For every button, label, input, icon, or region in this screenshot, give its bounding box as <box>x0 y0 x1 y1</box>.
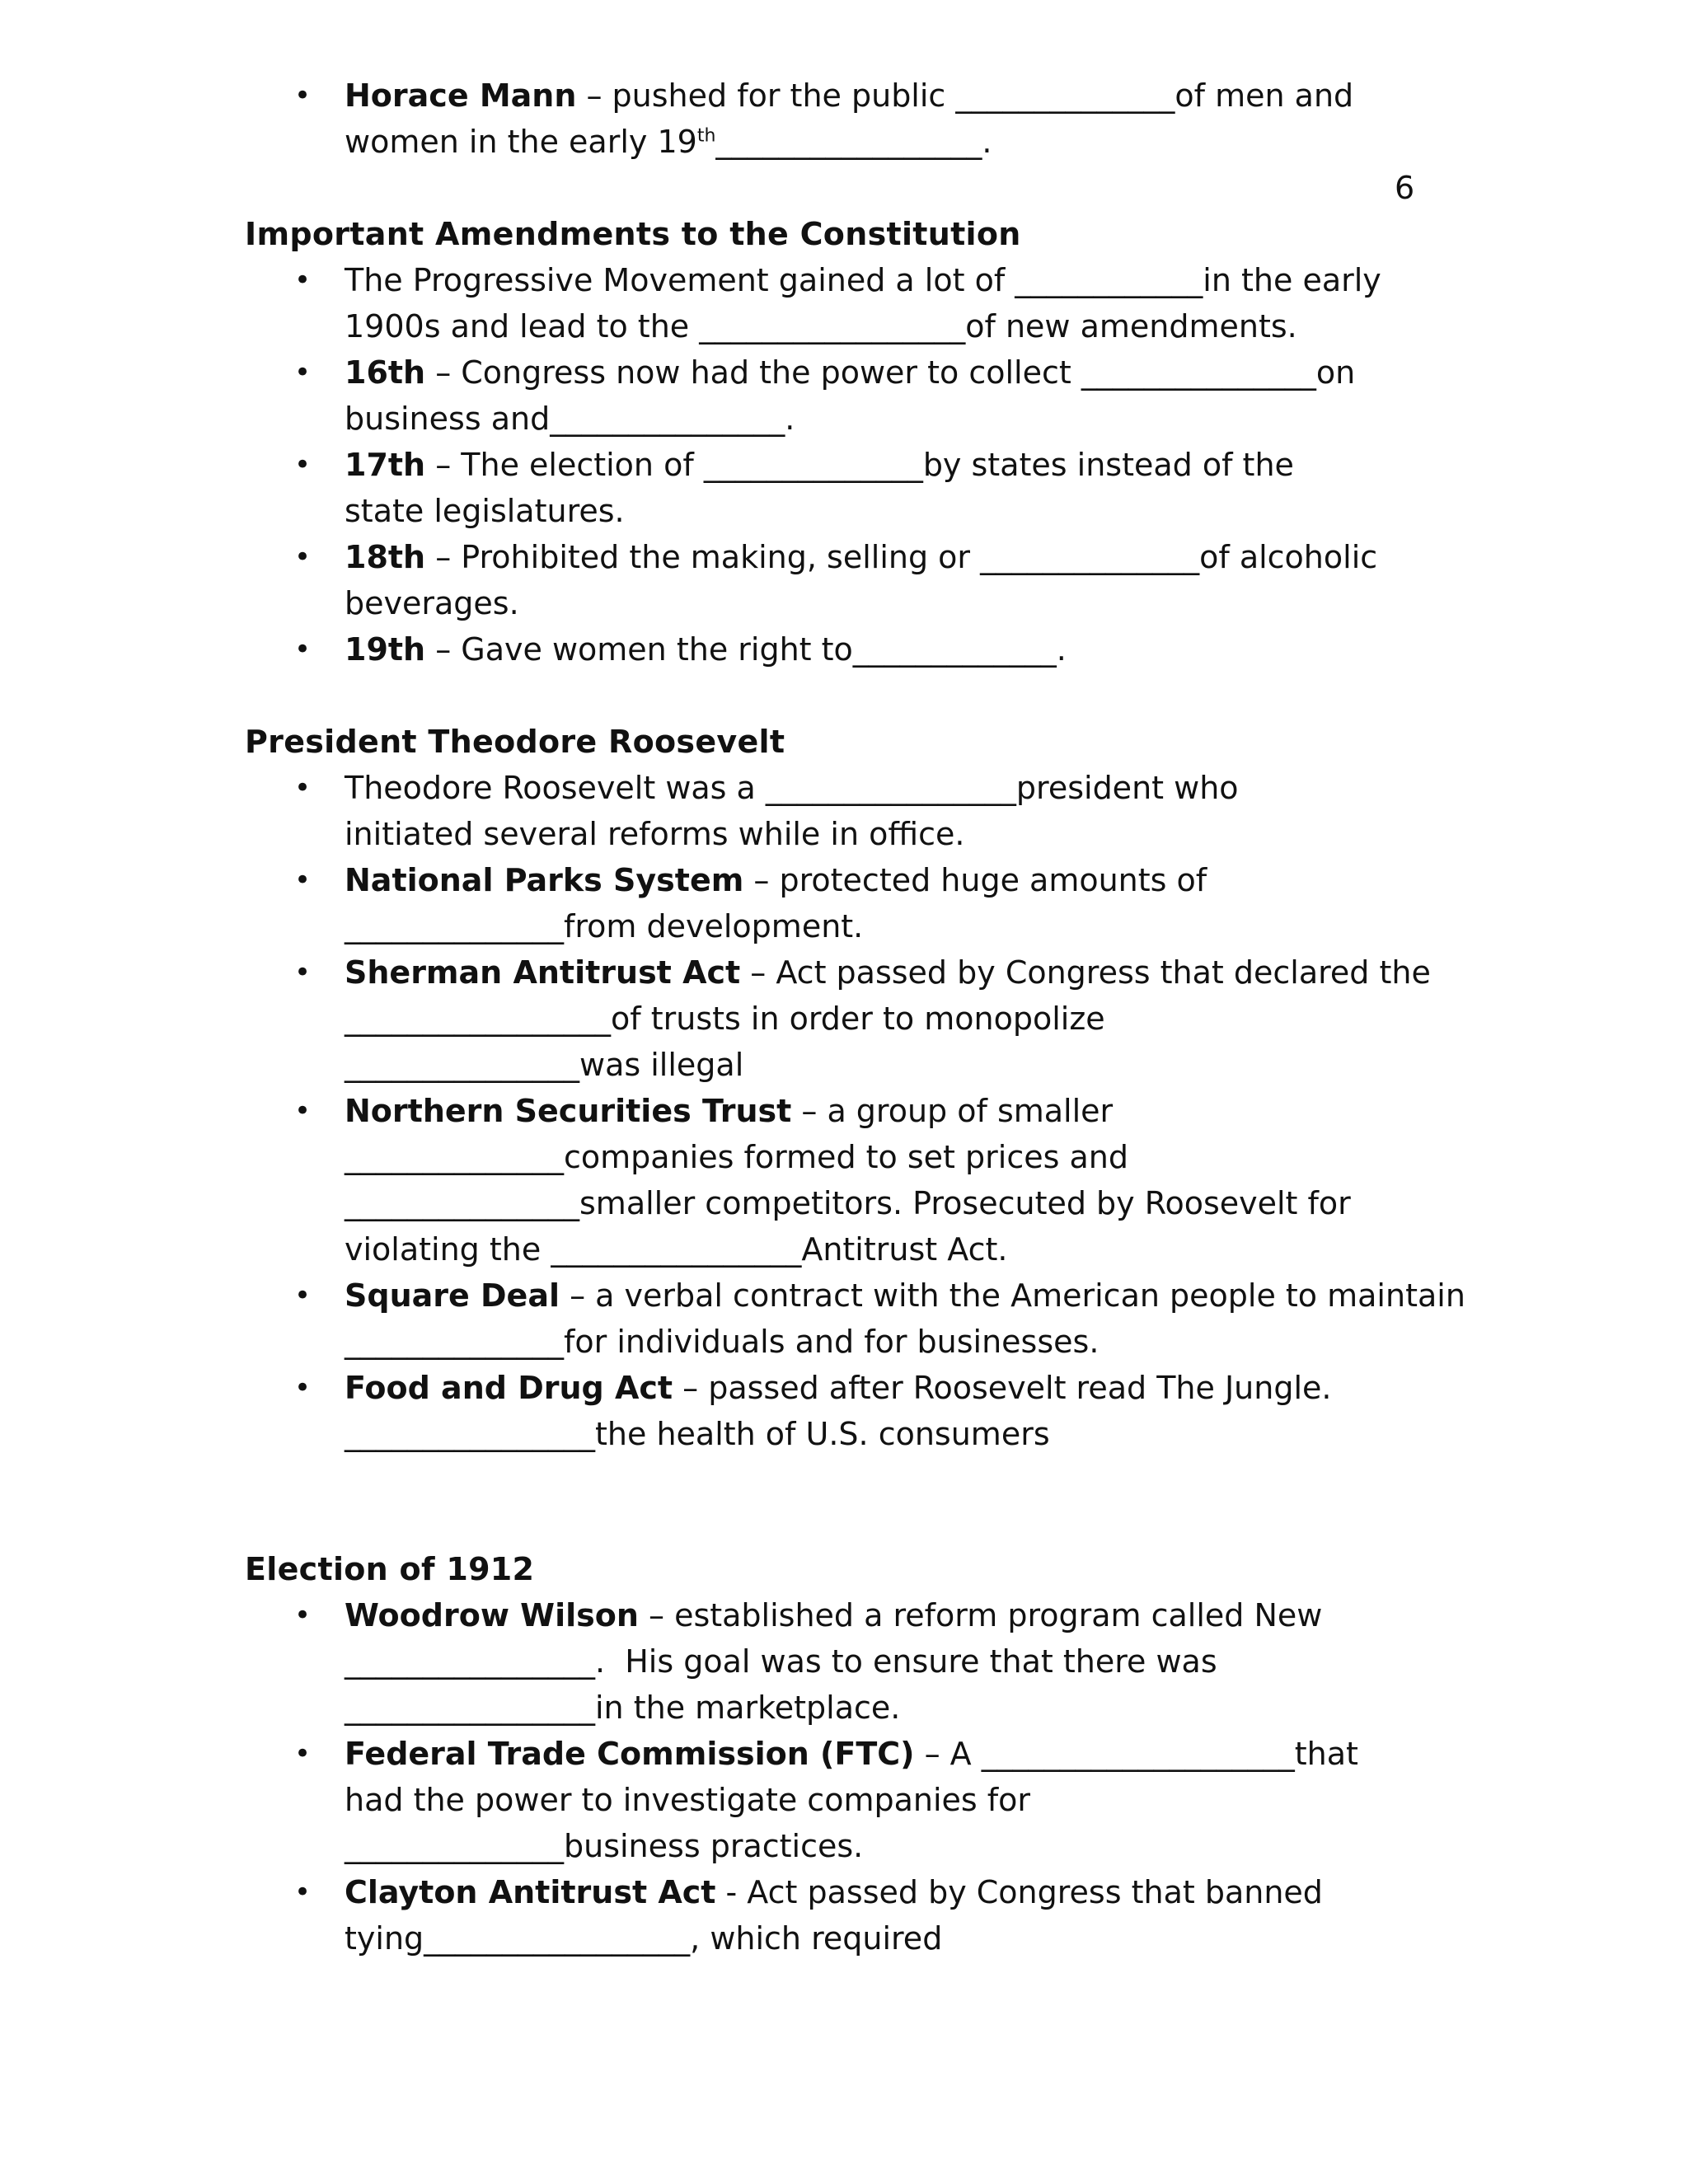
answer-blank[interactable]: _______________ <box>1081 354 1316 391</box>
national-parks-line-2: ______________from development. <box>345 908 864 944</box>
answer-blank[interactable]: _________________ <box>715 124 982 160</box>
amendment-19-line-1: 19th – Gave women the right to_____________. <box>345 631 1067 668</box>
answer-blank[interactable]: ______________ <box>345 1828 564 1864</box>
answer-blank[interactable]: ______________ <box>345 1324 564 1360</box>
northern-securities-line-4: violating the ________________Antitrust Act. <box>345 1231 1008 1268</box>
bullet-icon: • <box>294 264 312 297</box>
answer-blank[interactable]: ____________________ <box>981 1736 1295 1772</box>
answer-blank[interactable]: ________________ <box>345 1643 595 1680</box>
answer-blank[interactable]: ____________ <box>1015 262 1203 298</box>
ftc-line-3: ______________business practices. <box>345 1828 864 1864</box>
bullet-icon: • <box>294 771 312 804</box>
wilson-line-2: ________________. His goal was to ensure that there was <box>345 1643 1217 1680</box>
term-square-deal: Square Deal <box>345 1277 560 1314</box>
square-deal-line-2: ______________for individuals and for businesses. <box>345 1324 1100 1360</box>
answer-blank[interactable]: ______________ <box>703 447 923 483</box>
ftc-line-1: Federal Trade Commission (FTC) – A ____________________that <box>345 1736 1358 1772</box>
answer-blank[interactable]: _______________ <box>345 1047 579 1083</box>
northern-securities-line-2: ______________companies formed to set prices and <box>345 1139 1128 1175</box>
answer-blank[interactable]: ________________ <box>345 1416 595 1452</box>
heading-roosevelt: President Theodore Roosevelt <box>245 724 785 760</box>
term-16th: 16th <box>345 354 426 391</box>
sherman-line-2: _________________of trusts in order to monopolize <box>345 1001 1105 1037</box>
heading-amendments: Important Amendments to the Constitution <box>245 216 1021 252</box>
term-17th: 17th <box>345 447 426 483</box>
amendment-18-line-1: 18th – Prohibited the making, selling or ______________of alcoholic <box>345 539 1378 575</box>
term-national-parks: National Parks System <box>345 862 744 898</box>
answer-blank[interactable]: ______________ <box>955 77 1175 114</box>
bullet-icon: • <box>294 1279 312 1312</box>
term-northern-securities: Northern Securities Trust <box>345 1093 792 1129</box>
heading-election-1912: Election of 1912 <box>245 1551 535 1587</box>
answer-blank[interactable]: _________________ <box>699 308 966 344</box>
northern-securities-line-1: Northern Securities Trust – a group of smaller <box>345 1093 1114 1129</box>
amendment-17-line-2: state legislatures. <box>345 493 625 529</box>
answer-blank[interactable]: _________________ <box>424 1920 691 1957</box>
roosevelt-line-2: initiated several reforms while in office. <box>345 816 965 852</box>
term-horace-mann: Horace Mann <box>345 77 577 114</box>
bullet-icon: • <box>294 1599 312 1632</box>
term-food-drug-act: Food and Drug Act <box>345 1370 673 1406</box>
wilson-line-1: Woodrow Wilson – established a reform program called New <box>345 1597 1323 1633</box>
term-19th: 19th <box>345 631 426 668</box>
amendment-16-line-1: 16th – Congress now had the power to collect _______________on <box>345 354 1356 391</box>
clayton-line-2: tying_________________, which required <box>345 1920 943 1957</box>
answer-blank[interactable]: _______________ <box>550 401 785 437</box>
bullet-icon: • <box>294 79 312 112</box>
sherman-line-1: Sherman Antitrust Act – Act passed by Congress that declared the <box>345 954 1431 991</box>
bullet-icon: • <box>294 956 312 989</box>
answer-blank[interactable]: ______________ <box>345 908 564 944</box>
wilson-line-3: ________________in the marketplace. <box>345 1690 901 1726</box>
page-number: 6 <box>1395 170 1415 206</box>
term-sherman-antitrust: Sherman Antitrust Act <box>345 954 741 991</box>
sherman-line-3: _______________was illegal <box>345 1047 744 1083</box>
amendment-16-line-2: business and_______________. <box>345 401 795 437</box>
mann-line-2: women in the early 19th_________________. <box>345 124 992 160</box>
bullet-icon: • <box>294 864 312 897</box>
ftc-line-2: had the power to investigate companies for <box>345 1782 1031 1818</box>
bullet-icon: • <box>294 448 312 481</box>
answer-blank[interactable]: _______________ <box>345 1185 579 1221</box>
bullet-icon: • <box>294 1371 312 1404</box>
answer-blank[interactable]: ________________ <box>345 1690 595 1726</box>
answer-blank[interactable]: ________________ <box>765 770 1016 806</box>
amendment-17-line-1: 17th – The election of ______________by states instead of the <box>345 447 1294 483</box>
food-drug-line-1: Food and Drug Act – passed after Roosevelt read The Jungle. <box>345 1370 1332 1406</box>
answer-blank[interactable]: _________________ <box>345 1001 611 1037</box>
bullet-icon: • <box>294 1094 312 1127</box>
term-woodrow-wilson: Woodrow Wilson <box>345 1597 639 1633</box>
bullet-icon: • <box>294 356 312 389</box>
bullet-icon: • <box>294 1737 312 1770</box>
northern-securities-line-3: _______________smaller competitors. Prosecuted by Roosevelt for <box>345 1185 1351 1221</box>
answer-blank[interactable]: ________________ <box>551 1231 802 1268</box>
clayton-line-1: Clayton Antitrust Act - Act passed by Congress that banned <box>345 1874 1323 1910</box>
answer-blank[interactable]: ______________ <box>345 1139 564 1175</box>
answer-blank[interactable]: ______________ <box>980 539 1200 575</box>
bullet-icon: • <box>294 633 312 666</box>
term-ftc: Federal Trade Commission (FTC) <box>345 1736 915 1772</box>
national-parks-line-1: National Parks System – protected huge amounts of <box>345 862 1207 898</box>
progressive-line-2: 1900s and lead to the _________________of new amendments. <box>345 308 1297 344</box>
mann-line-1: Horace Mann – pushed for the public ______________of men and <box>345 77 1354 114</box>
progressive-line-1: The Progressive Movement gained a lot of ____________in the early <box>345 262 1381 298</box>
term-18th: 18th <box>345 539 426 575</box>
term-clayton-antitrust: Clayton Antitrust Act <box>345 1874 716 1910</box>
answer-blank[interactable]: _____________ <box>852 631 1057 668</box>
amendment-18-line-2: beverages. <box>345 585 519 621</box>
bullet-icon: • <box>294 541 312 574</box>
food-drug-line-2: ________________the health of U.S. consumers <box>345 1416 1050 1452</box>
square-deal-line-1: Square Deal – a verbal contract with the American people to maintain <box>345 1277 1465 1314</box>
bullet-icon: • <box>294 1876 312 1909</box>
roosevelt-line-1: Theodore Roosevelt was a ________________president who <box>345 770 1239 806</box>
